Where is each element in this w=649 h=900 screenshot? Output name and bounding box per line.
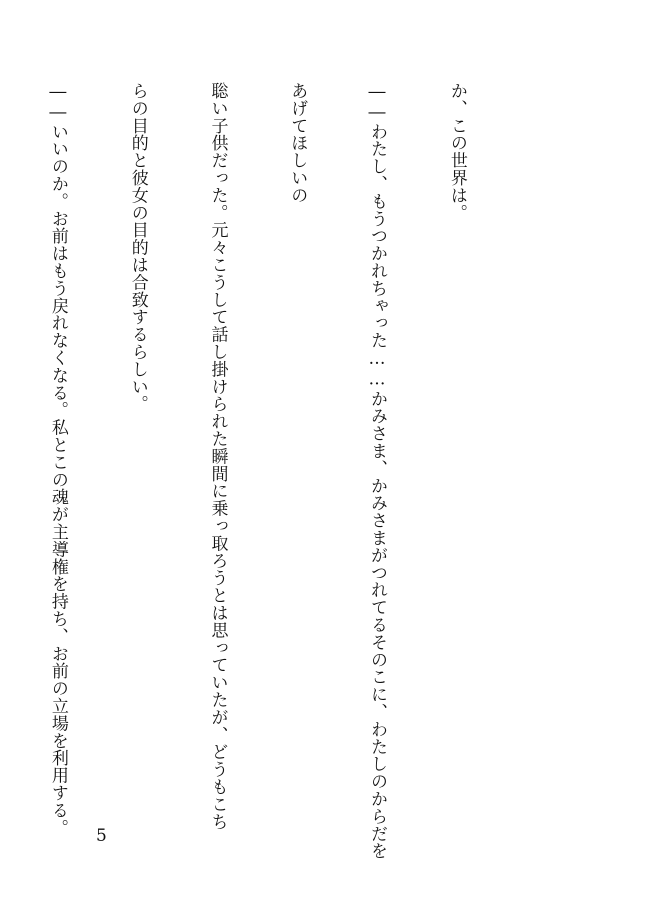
text-line: か、この世界は。 xyxy=(446,82,467,222)
text-line: 聡い子供だった。元々こうして話し掛けられた瞬間に乗っ取ろうとは思っていたが、どうもこち xyxy=(207,82,228,831)
text-line: ――いいのか。お前はもう戻れなくなる。私とこの魂が主導権を持ち、お前の立場を利用する。 xyxy=(47,82,68,837)
vertical-text-block xyxy=(0,82,523,860)
page-number: 5 xyxy=(96,826,107,846)
text-line: らの目的と彼女の目的は合致するらしい。 xyxy=(127,82,148,413)
text-line: ――わたし、もうつかれちゃった……かみさま、かみさまがつれてるそのこに、わたしのからだを xyxy=(367,82,388,860)
text-line: あげてほしいの xyxy=(287,82,308,204)
